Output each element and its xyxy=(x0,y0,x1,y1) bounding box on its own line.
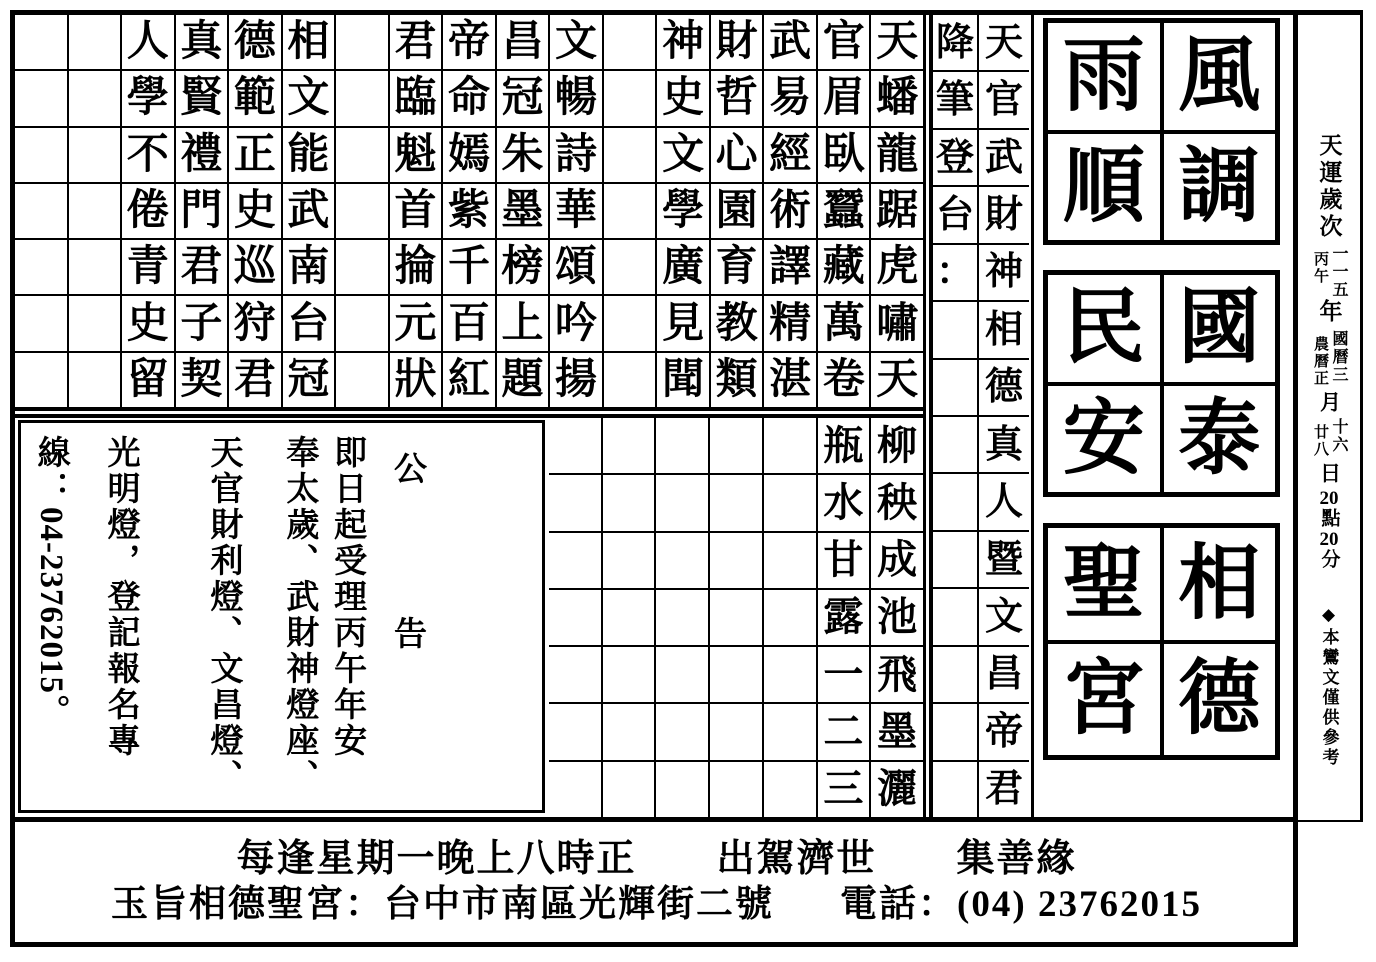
grid-cell: 臨 xyxy=(390,71,442,125)
grid-cell: 墨 xyxy=(871,704,923,759)
grid-cell: 紫 xyxy=(443,184,495,238)
grid-cell xyxy=(549,647,601,702)
grid-cell: 官 xyxy=(818,15,870,69)
banner-cell: 安 xyxy=(1048,386,1160,493)
grid-cell: 千 xyxy=(443,240,495,294)
grid-cell: 易 xyxy=(764,71,816,125)
double-rule-horizontal-1 xyxy=(15,407,923,411)
announcement-line: 即日起受理丙午年安 xyxy=(329,435,366,759)
grid-cell xyxy=(933,647,977,702)
banner-cell: 聖 xyxy=(1048,528,1160,640)
deity-columns-grid xyxy=(933,15,1029,817)
grid-cell xyxy=(15,15,67,69)
grid-cell: 首 xyxy=(390,184,442,238)
grid-cell: 上 xyxy=(497,296,549,350)
grid-column xyxy=(604,15,656,407)
banner-cell: 雨 xyxy=(1048,23,1160,130)
grid-cell xyxy=(933,417,977,472)
grid-column xyxy=(390,15,442,407)
hour-value: 20 xyxy=(1319,489,1339,508)
grid-cell: 教 xyxy=(711,296,763,350)
grid-cell: ： xyxy=(933,245,977,300)
grid-cell: 冠 xyxy=(283,353,335,407)
grid-cell: 卷 xyxy=(818,353,870,407)
grid-cell: 詩 xyxy=(550,128,602,182)
announcement-line: 天官財利燈、文昌燈、 xyxy=(205,435,242,795)
announcement-line: 光明燈，登記報名專 xyxy=(102,435,139,759)
grid-cell: 昌 xyxy=(979,647,1029,702)
grid-cell xyxy=(764,590,816,645)
grid-cell: 帝 xyxy=(979,704,1029,759)
grid-cell xyxy=(710,704,762,759)
grid-cell: 文 xyxy=(550,15,602,69)
grid-cell: 筆 xyxy=(933,72,977,127)
grid-cell: 二 xyxy=(818,704,870,759)
grid-cell xyxy=(603,418,655,473)
banner-cell: 順 xyxy=(1048,134,1160,241)
footer xyxy=(15,822,1298,940)
solar-month: 國曆三 xyxy=(1330,330,1347,384)
grid-cell: 題 xyxy=(497,353,549,407)
grid-cell xyxy=(603,704,655,759)
grid-cell xyxy=(604,128,656,182)
month-unit: 月 xyxy=(1317,391,1342,414)
grid-cell: 龍 xyxy=(871,128,923,182)
grid-cell: 文 xyxy=(657,128,709,182)
grid-cell: 人 xyxy=(122,15,174,69)
grid-cell xyxy=(603,647,655,702)
grid-cell: 正 xyxy=(229,128,281,182)
solar-day: 十六 xyxy=(1330,418,1347,454)
grid-column xyxy=(122,15,174,407)
grid-cell xyxy=(656,762,708,817)
grid-cell: 見 xyxy=(657,296,709,350)
announcement-title: 公 告 xyxy=(389,451,425,699)
grid-cell: 萬 xyxy=(818,296,870,350)
date-column xyxy=(1298,15,1360,820)
grid-cell: 精 xyxy=(764,296,816,350)
grid-cell xyxy=(656,647,708,702)
grid-cell: 暢 xyxy=(550,71,602,125)
grid-cell xyxy=(656,533,708,588)
grid-cell xyxy=(933,532,977,587)
lunar-month: 農曆正 xyxy=(1312,336,1328,387)
grid-cell: 禮 xyxy=(176,128,228,182)
grid-column xyxy=(764,15,816,407)
banner-cell: 調 xyxy=(1164,134,1276,241)
banner-box-feng-tiao-yu-shun xyxy=(1043,18,1280,245)
grid-cell: 冠 xyxy=(497,71,549,125)
grid-cell: 相 xyxy=(283,15,335,69)
grid-cell xyxy=(656,704,708,759)
grid-cell xyxy=(15,184,67,238)
grid-cell: 台 xyxy=(283,296,335,350)
banner-cell: 民 xyxy=(1048,275,1160,382)
grid-cell: 湛 xyxy=(764,353,816,407)
banner-cell: 德 xyxy=(1164,644,1276,756)
grid-column xyxy=(336,15,388,407)
grid-cell: 南 xyxy=(283,240,335,294)
grid-cell: 不 xyxy=(122,128,174,182)
ganzhi-label: 丙午 xyxy=(1312,251,1328,285)
grid-cell: 史 xyxy=(122,296,174,350)
grid-cell xyxy=(603,533,655,588)
grid-column xyxy=(871,15,923,407)
border-datecol-right xyxy=(1360,10,1363,822)
grid-cell xyxy=(69,15,121,69)
grid-cell: 天 xyxy=(979,15,1029,70)
grid-cell xyxy=(69,240,121,294)
deity-columns-right-rule xyxy=(1031,15,1034,817)
grid-cell xyxy=(656,590,708,645)
grid-cell xyxy=(710,533,762,588)
grid-cell: 蟠 xyxy=(871,71,923,125)
grid-cell xyxy=(549,533,601,588)
grid-cell: 廣 xyxy=(657,240,709,294)
grid-cell xyxy=(933,474,977,529)
grid-column xyxy=(764,418,816,817)
grid-cell: 君 xyxy=(229,353,281,407)
grid-column xyxy=(549,418,601,817)
grid-cell: 哲 xyxy=(711,71,763,125)
grid-cell xyxy=(764,704,816,759)
grid-cell xyxy=(69,128,121,182)
grid-cell xyxy=(604,353,656,407)
hotline-number: 04-23762015 xyxy=(32,507,69,694)
grid-cell: 三 xyxy=(818,762,870,817)
grid-cell: 嫣 xyxy=(443,128,495,182)
grid-cell: 飛 xyxy=(871,647,923,702)
day-unit: 日 xyxy=(1317,462,1342,485)
grid-cell xyxy=(549,762,601,817)
grid-cell: 文 xyxy=(283,71,335,125)
grid-cell: 踞 xyxy=(871,184,923,238)
grid-cell xyxy=(710,647,762,702)
grid-cell xyxy=(336,184,388,238)
grid-cell: 掄 xyxy=(390,240,442,294)
grid-cell xyxy=(69,296,121,350)
grid-cell xyxy=(710,762,762,817)
grid-cell: 朱 xyxy=(497,128,549,182)
grid-cell xyxy=(710,418,762,473)
grid-cell: 天 xyxy=(871,353,923,407)
grid-cell: 元 xyxy=(390,296,442,350)
banner-cell: 宮 xyxy=(1048,644,1160,756)
grid-cell xyxy=(549,704,601,759)
grid-column xyxy=(657,15,709,407)
year-unit: 年 xyxy=(1316,299,1342,326)
grid-cell: 官 xyxy=(979,72,1029,127)
date-year-pair xyxy=(1312,245,1346,299)
grid-cell: 真 xyxy=(979,417,1029,472)
grid-column xyxy=(550,15,602,407)
grid-cell: 君 xyxy=(176,240,228,294)
grid-column xyxy=(818,15,870,407)
grid-cell: 子 xyxy=(176,296,228,350)
grid-cell xyxy=(933,762,977,817)
grid-column xyxy=(871,418,923,817)
grid-cell: 相 xyxy=(979,302,1029,357)
grid-cell xyxy=(933,704,977,759)
grid-cell: 財 xyxy=(979,187,1029,242)
grid-cell: 藏 xyxy=(818,240,870,294)
grid-cell: 財 xyxy=(711,15,763,69)
grid-column xyxy=(711,15,763,407)
grid-cell xyxy=(604,71,656,125)
grid-column xyxy=(656,418,708,817)
grid-cell: 狀 xyxy=(390,353,442,407)
grid-cell: 百 xyxy=(443,296,495,350)
grid-cell xyxy=(656,418,708,473)
grid-cell xyxy=(336,15,388,69)
grid-cell: 契 xyxy=(176,353,228,407)
grid-cell: 巡 xyxy=(229,240,281,294)
grid-cell xyxy=(933,360,977,415)
grid-cell: 德 xyxy=(979,360,1029,415)
border-bottom xyxy=(10,942,1298,947)
banner-cell: 風 xyxy=(1164,23,1276,130)
grid-cell: 神 xyxy=(657,15,709,69)
date-month-pair xyxy=(1312,330,1346,387)
grid-cell xyxy=(15,353,67,407)
grid-cell: 命 xyxy=(443,71,495,125)
time-text xyxy=(1320,489,1339,571)
date-day-pair xyxy=(1312,418,1346,458)
grid-cell xyxy=(336,128,388,182)
grid-cell: 一 xyxy=(818,647,870,702)
grid-cell: 譯 xyxy=(764,240,816,294)
grid-cell xyxy=(710,590,762,645)
grid-cell: 武 xyxy=(283,184,335,238)
grid-cell xyxy=(549,418,601,473)
grid-cell xyxy=(15,296,67,350)
announcement-box xyxy=(18,420,545,813)
date-prefix: 天運歲次 xyxy=(1316,133,1342,241)
footer-address-line xyxy=(111,883,1202,925)
grid-column xyxy=(69,15,121,407)
grid-column xyxy=(933,15,977,817)
grid-cell: 經 xyxy=(764,128,816,182)
reference-note: ◆本鸞文僅供參考 xyxy=(1319,605,1339,768)
grid-cell xyxy=(336,353,388,407)
grid-cell: 神 xyxy=(979,245,1029,300)
grid-cell: 留 xyxy=(122,353,174,407)
grid-cell xyxy=(549,590,601,645)
grid-cell: 墨 xyxy=(497,184,549,238)
minute-unit: 分 xyxy=(1318,549,1340,571)
grid-cell: 降 xyxy=(933,15,977,70)
grid-column xyxy=(710,418,762,817)
double-rule-vertical-1 xyxy=(923,15,926,817)
grid-column xyxy=(176,15,228,407)
grid-cell xyxy=(764,475,816,530)
grid-cell: 眉 xyxy=(818,71,870,125)
banner-box-xiang-de-sheng-gong xyxy=(1043,523,1280,760)
lunar-day: 廿八 xyxy=(1312,424,1328,458)
grid-cell: 園 xyxy=(711,184,763,238)
grid-cell: 秧 xyxy=(871,475,923,530)
grid-column xyxy=(979,15,1029,817)
grid-cell: 武 xyxy=(764,15,816,69)
grid-cell: 能 xyxy=(283,128,335,182)
grid-cell: 頌 xyxy=(550,240,602,294)
banner-box-guo-tai-min-an xyxy=(1043,270,1280,497)
banner-cell: 國 xyxy=(1164,275,1276,382)
hour-unit: 點 xyxy=(1318,508,1340,530)
grid-cell xyxy=(933,302,977,357)
grid-cell: 台 xyxy=(933,187,977,242)
grid-cell: 吟 xyxy=(550,296,602,350)
grid-cell: 武 xyxy=(979,130,1029,185)
hotline-suffix: 。 xyxy=(32,694,69,730)
grid-cell xyxy=(69,353,121,407)
grid-cell: 魁 xyxy=(390,128,442,182)
grid-cell xyxy=(604,240,656,294)
grid-cell: 帝 xyxy=(443,15,495,69)
grid-cell: 史 xyxy=(657,71,709,125)
grid-column xyxy=(443,15,495,407)
grid-cell xyxy=(336,296,388,350)
grid-column xyxy=(818,418,870,817)
grid-cell: 灑 xyxy=(871,762,923,817)
poem-grid xyxy=(15,15,923,407)
grid-column xyxy=(497,15,549,407)
grid-cell xyxy=(764,418,816,473)
temple-address: 玉旨相德聖宮：台中市南區光輝街二號 xyxy=(111,883,775,925)
minute-value: 20 xyxy=(1319,530,1339,549)
grid-cell: 德 xyxy=(229,15,281,69)
announcement-hotline xyxy=(26,435,74,802)
grid-cell: 學 xyxy=(122,71,174,125)
grid-cell: 育 xyxy=(711,240,763,294)
lower-verse-grid xyxy=(549,418,923,817)
grid-cell xyxy=(603,475,655,530)
grid-cell xyxy=(764,533,816,588)
grid-cell xyxy=(604,296,656,350)
grid-cell: 柳 xyxy=(871,418,923,473)
grid-cell: 紅 xyxy=(443,353,495,407)
grid-cell: 華 xyxy=(550,184,602,238)
grid-cell: 虎 xyxy=(871,240,923,294)
grid-cell xyxy=(604,184,656,238)
grid-cell: 揚 xyxy=(550,353,602,407)
temple-phone: 電話：(04) 23762015 xyxy=(840,883,1202,925)
grid-cell xyxy=(933,589,977,644)
grid-cell: 天 xyxy=(871,15,923,69)
grid-cell xyxy=(336,240,388,294)
grid-cell xyxy=(336,71,388,125)
grid-cell xyxy=(69,184,121,238)
grid-cell xyxy=(656,475,708,530)
grid-cell: 類 xyxy=(711,353,763,407)
grid-cell: 術 xyxy=(764,184,816,238)
banner-cell: 泰 xyxy=(1164,386,1276,493)
grid-cell: 聞 xyxy=(657,353,709,407)
grid-cell: 門 xyxy=(176,184,228,238)
grid-cell: 榜 xyxy=(497,240,549,294)
grid-cell: 倦 xyxy=(122,184,174,238)
grid-cell xyxy=(69,71,121,125)
hotline-prefix: 線： xyxy=(32,435,69,507)
grid-cell: 甘 xyxy=(818,533,870,588)
grid-cell: 露 xyxy=(818,590,870,645)
grid-column xyxy=(15,15,67,407)
grid-cell xyxy=(603,762,655,817)
grid-cell: 君 xyxy=(390,15,442,69)
grid-cell xyxy=(15,128,67,182)
grid-cell: 人 xyxy=(979,474,1029,529)
grid-column xyxy=(229,15,281,407)
grid-cell xyxy=(764,647,816,702)
grid-cell: 蠶 xyxy=(818,184,870,238)
grid-cell: 登 xyxy=(933,130,977,185)
grid-cell: 君 xyxy=(979,762,1029,817)
grid-cell: 青 xyxy=(122,240,174,294)
grid-cell xyxy=(15,71,67,125)
grid-cell: 瓶 xyxy=(818,418,870,473)
grid-cell: 臥 xyxy=(818,128,870,182)
banner-cell: 相 xyxy=(1164,528,1276,640)
grid-cell: 水 xyxy=(818,475,870,530)
grid-cell: 史 xyxy=(229,184,281,238)
grid-cell xyxy=(549,475,601,530)
grid-cell xyxy=(604,15,656,69)
grid-cell: 池 xyxy=(871,590,923,645)
grid-cell: 真 xyxy=(176,15,228,69)
grid-column xyxy=(603,418,655,817)
grid-column xyxy=(283,15,335,407)
grid-cell xyxy=(764,762,816,817)
grid-cell: 嘯 xyxy=(871,296,923,350)
grid-cell: 暨 xyxy=(979,532,1029,587)
grid-cell: 學 xyxy=(657,184,709,238)
grid-cell xyxy=(603,590,655,645)
footer-schedule-line: 每逢星期一晚上八時正 出駕濟世 集善緣 xyxy=(236,837,1077,880)
grid-cell xyxy=(15,240,67,294)
grid-cell: 成 xyxy=(871,533,923,588)
grid-cell: 文 xyxy=(979,589,1029,644)
grid-cell: 心 xyxy=(711,128,763,182)
grid-cell: 賢 xyxy=(176,71,228,125)
grid-cell: 狩 xyxy=(229,296,281,350)
grid-cell xyxy=(710,475,762,530)
grid-cell: 範 xyxy=(229,71,281,125)
year-number: 一一五 xyxy=(1330,245,1347,299)
grid-cell: 昌 xyxy=(497,15,549,69)
announcement-line: 奉太歲、武財神燈座、 xyxy=(281,435,318,795)
